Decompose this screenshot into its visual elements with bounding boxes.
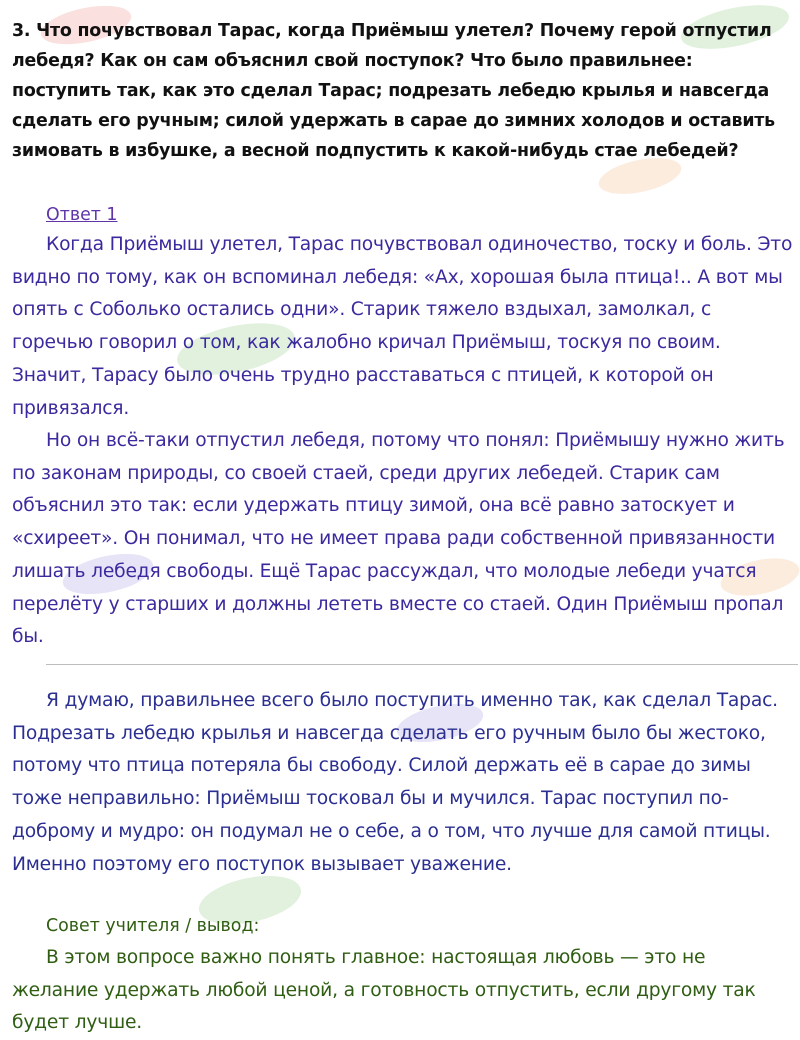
advice-text: В этом вопросе важно понять главное: настоящая любовь — это не желание удержать любой ценой, а готовность отпустить, если другому так будет лучше. — [12, 947, 756, 1034]
answer-title: Ответ 1 — [46, 205, 118, 225]
advice-title: Совет учителя / вывод: — [46, 916, 260, 936]
question-text: 3. Что почувствовал Тарас, когда Приёмыш улетел? Почему герой отпустил лебедя? Как он сам объяснил свой поступок? Что было правильнее: поступить так, как это сделал Тарас; подрезать лебедю крылья и навсегда сделать его ручным; силой удержать в сарае до зимних холодов и оставить зимовать в избушке, а весной подпустить к какой-нибудь стае лебедей? — [12, 21, 775, 161]
answer-paragraph-2: Но он всё-таки отпустил лебедя, потому что понял: Приёмышу нужно жить по законам природы, со своей стаей, среди других лебедей. Старик сам объяснил это так: если удержать птицу зимой, она всё равно затоскует и «схиреет». Он понимал, что не имеет права ради собственной привязанности лишать лебедя свободы. Ещё Тарас рассуждал, что молодые лебеди учатся перелёту у старших и должны лететь вместе со стаей. Один Приёмыш пропал бы. — [12, 430, 785, 648]
answer-paragraph-3: Я думаю, правильнее всего было поступить именно так, как сделал Тарас. Подрезать лебедю крылья и навсегда сделать его ручным было бы жестоко, потому что птица потеряла бы свободу. Силой держать её в сарае до зимы тоже неправильно: Приёмыш тосковал бы и мучился. Тарас поступил по-доброму и мудро: он подумал не о себе, а о том, что лучше для самой птицы. Именно поэтому его поступок вызывает уважение. — [12, 690, 778, 875]
answer-paragraph-1: Когда Приёмыш улетел, Тарас почувствовал одиночество, тоску и боль. Это видно по тому, как он вспоминал лебедя: «Ах, хорошая была птица!.. А вот мы опять с Соболько остались одни». Старик тяжело вздыхал, замолкал, с горечью говорил о том, как жалобно кричал Приёмыш, тоскуя по своим. Значит, Тарасу было очень трудно расставаться с птицей, к которой он привязался. — [12, 234, 793, 419]
section-divider — [46, 664, 798, 665]
